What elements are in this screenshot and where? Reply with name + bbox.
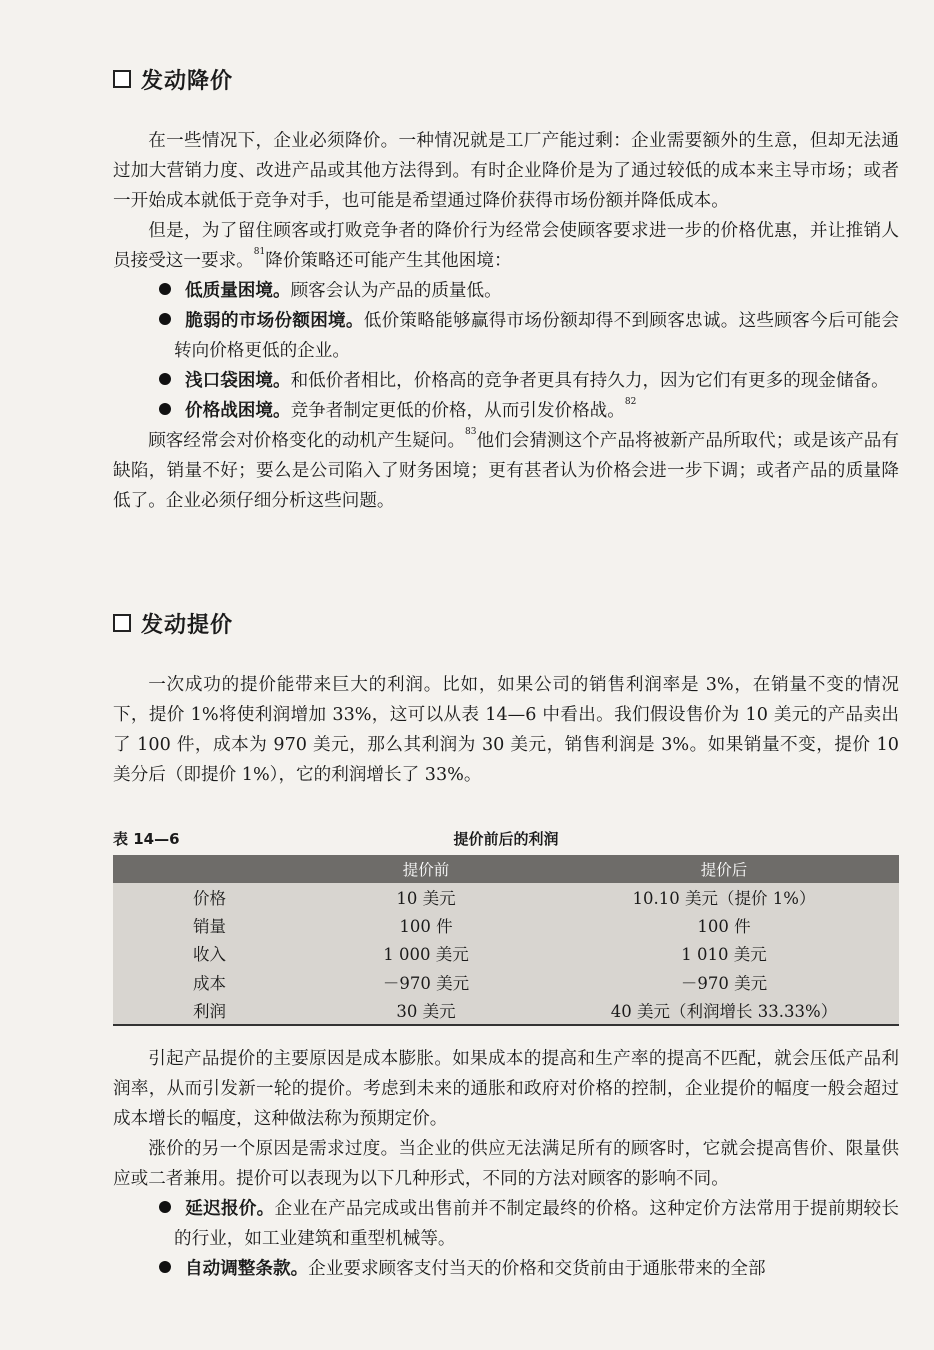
- table-cell: [113, 939, 193, 967]
- bullet-item: [113, 306, 899, 366]
- paragraph-text: 降价策略还可能产生其他困境：: [265, 251, 512, 271]
- bullet-icon: [159, 403, 171, 415]
- footnote-ref: 81: [253, 247, 266, 257]
- section-heading-price-cut: [113, 62, 233, 96]
- paragraph: [113, 216, 899, 276]
- table-row: [113, 996, 899, 1025]
- table-cell: [113, 996, 193, 1025]
- paragraph: 在一些情况下，企业必须降价。一种情况就是工厂产能过剩：企业需要额外的生意，但却无法通过加大营销力度、改进产品或其他方法得到。有时企业降价是为了通过较低的成本来主导市场；或者一开始成本就低于竞争对手，也可能是希望通过降价获得市场份额并降低成本。: [113, 131, 899, 211]
- table-cell: －970 美元: [382, 973, 470, 993]
- section-heading-price-increase: [113, 606, 233, 640]
- bullet-item: [113, 276, 899, 306]
- table-cell: [113, 883, 193, 911]
- table-row: [113, 968, 899, 996]
- bullet-icon: [159, 313, 171, 325]
- section-price-increase-intro: [113, 670, 899, 790]
- paragraph: 涨价的另一个原因是需求过度。当企业的供应无法满足所有的顾客时，它就会提高售价、限量供应或二者兼用。提价可以表现为以下几种形式，不同的方法对顾客的影响不同。: [113, 1139, 899, 1189]
- section-price-increase-body: [113, 1044, 899, 1284]
- bullet-icon: [159, 283, 171, 295]
- header-cell: 提价后: [549, 855, 899, 883]
- bullet-icon: [159, 373, 171, 385]
- checkbox-square-icon: [113, 614, 131, 632]
- table-cell: 1 010 美元: [681, 945, 767, 965]
- paragraph-text: 顾客经常会对价格变化的动机产生疑问。: [148, 431, 466, 451]
- heading-text: 发动提价: [141, 612, 234, 638]
- table-cell: [113, 968, 193, 996]
- table-cell: 40 美元（利润增长 33.33%）: [610, 1001, 838, 1021]
- bullet-icon: [159, 1201, 171, 1213]
- bullet-text: 企业在产品完成或出售前并不制定最终的价格。这种定价方法常用于提前期较长的行业，如工业建筑和重型机械等。: [174, 1199, 899, 1249]
- table-cell: 100 件: [399, 917, 453, 937]
- row-label: 价格: [193, 889, 226, 909]
- bullet-term: 价格战困境。: [185, 401, 291, 421]
- bullet-icon: [159, 1261, 171, 1273]
- table-cell: 10 美元: [396, 889, 456, 909]
- table-row: [113, 939, 899, 967]
- bullet-item: [113, 1194, 899, 1254]
- footnote-ref: 82: [624, 397, 637, 407]
- table-title: 提价前后的利润: [453, 830, 559, 848]
- table-cell: 10.10 美元（提价 1%）: [632, 889, 816, 909]
- row-label: 收入: [193, 945, 226, 965]
- profit-table: [113, 855, 899, 1026]
- header-cell: [113, 855, 193, 883]
- header-cell: [193, 855, 303, 883]
- header-cell: 提价前: [303, 855, 549, 883]
- bullet-text: 顾客会认为产品的质量低。: [290, 281, 502, 301]
- bullet-item: [113, 366, 899, 396]
- heading-text: 发动降价: [141, 68, 234, 94]
- table-cell: 1 000 美元: [383, 945, 469, 965]
- footnote-ref: 83: [465, 427, 477, 437]
- bullet-term: 低质量困境。: [185, 281, 291, 301]
- table-cell: －970 美元: [680, 973, 768, 993]
- paragraph-text: 他们会猜测这个产品将被新产品所取代；或是该产品有缺陷，销量不好；要么是公司陷入了财务困境；更有甚者认为价格会进一步下调；或者产品的质量降低了。企业必须仔细分析这些问题。: [113, 431, 899, 511]
- paragraph: 引起产品提价的主要原因是成本膨胀。如果成本的提高和生产率的提高不匹配，就会压低产品利润率，从而引发新一轮的提价。考虑到未来的通胀和政府对价格的控制，企业提价的幅度一般会超过成本增长的幅度，这种做法称为预期定价。: [113, 1049, 899, 1129]
- bullet-term: 自动调整条款。: [185, 1259, 309, 1279]
- bullet-term: 脆弱的市场份额困境。: [185, 311, 364, 331]
- table-header-row: [113, 855, 899, 883]
- table-row: [113, 883, 899, 911]
- section-price-cut-body: [113, 126, 899, 516]
- bullet-term: 浅口袋困境。: [185, 371, 291, 391]
- bullet-text: 竞争者制定更低的价格，从而引发价格战。: [290, 401, 625, 421]
- table-label: 表 14—6: [113, 830, 180, 848]
- paragraph-text: 但是，为了留住顾客或打败竞争者的降价行为经常会使顾客要求进一步的价格优惠，并让推销人员接受这一要求。: [113, 221, 899, 271]
- row-label: 销量: [193, 917, 226, 937]
- checkbox-square-icon: [113, 70, 131, 88]
- bullet-term: 延迟报价。: [185, 1199, 275, 1219]
- bullet-text: 低价策略能够赢得市场份额却得不到顾客忠诚。这些顾客今后可能会转向价格更低的企业。: [174, 311, 899, 361]
- bullet-text: 和低价者相比，价格高的竞争者更具有持久力，因为它们有更多的现金储备。: [290, 371, 889, 391]
- table-cell: 100 件: [697, 917, 751, 937]
- bullet-item: [113, 396, 899, 426]
- bullet-text: 企业要求顾客支付当天的价格和交货前由于通胀带来的全部: [308, 1259, 766, 1279]
- row-label: 利润: [193, 1001, 226, 1021]
- table-cell: [113, 911, 193, 939]
- paragraph: 一次成功的提价能带来巨大的利润。比如，如果公司的销售利润率是 3%，在销量不变的情况下，提价 1%将使利润增加 33%，这可以从表 14—6 中看出。我们假设售价为 10 美元的产品卖出了 100 件，成本为 970 美元，那么其利润为 30 美元，销售利润是 3%。如果销量不变，提价 10 美分后（即提价 1%），它的利润增长了 33%。: [113, 675, 899, 785]
- paragraph: [113, 426, 899, 516]
- bullet-item: [113, 1254, 899, 1284]
- row-label: 成本: [193, 973, 226, 993]
- table-cell: 30 美元: [396, 1001, 456, 1021]
- table-row: [113, 911, 899, 939]
